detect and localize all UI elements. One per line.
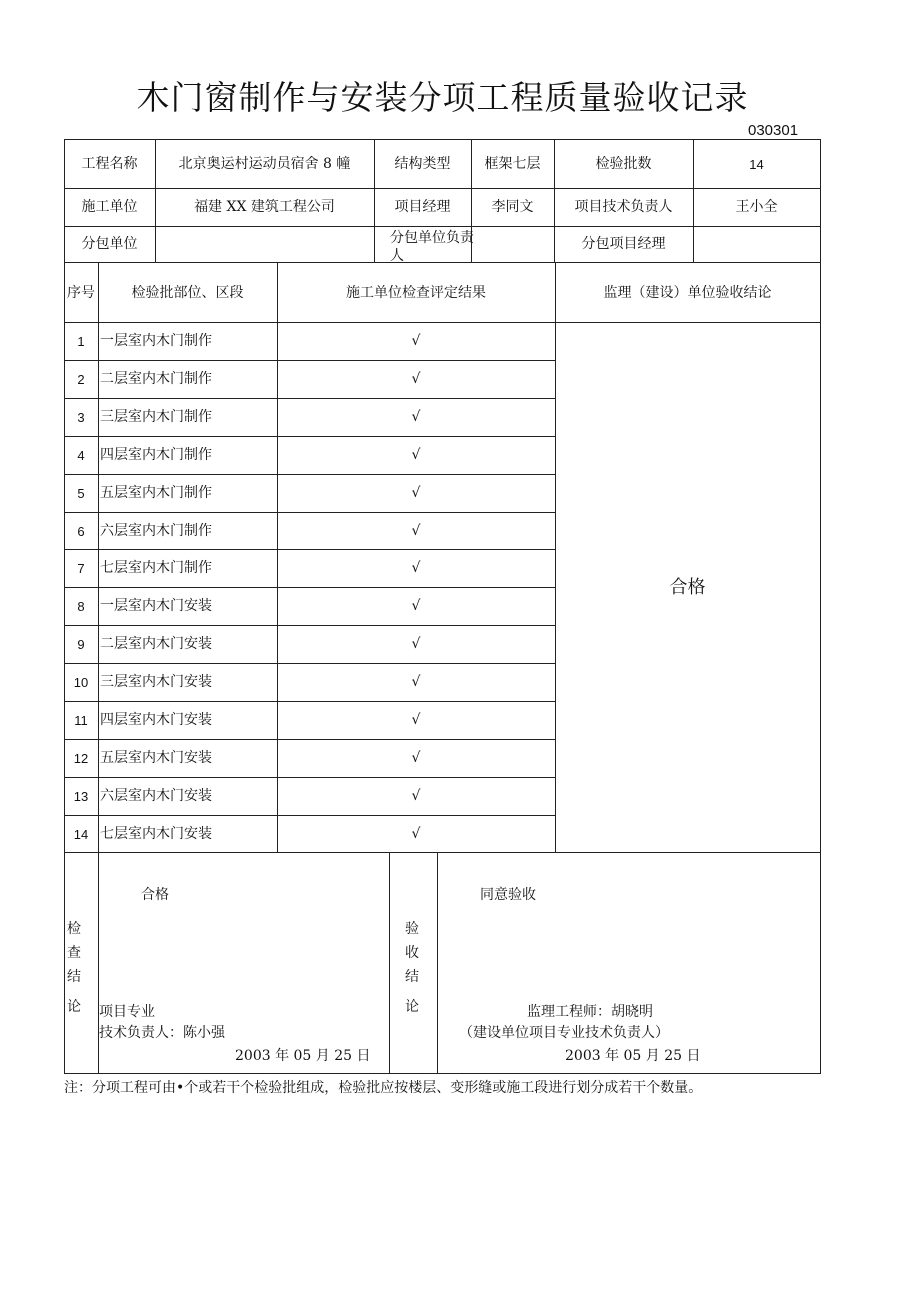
row-result-check: √ (411, 333, 421, 349)
row-seq: 2 (77, 372, 85, 387)
row-seq: 4 (77, 448, 85, 463)
col-header-seq: 序号 (67, 285, 95, 301)
contractor-label: 施工单位 (81, 199, 138, 215)
row-seq: 5 (77, 486, 85, 501)
acceptance-conclusion-text: 同意验收 (480, 887, 536, 903)
row-divider (64, 815, 555, 816)
row-result-check: √ (411, 712, 421, 728)
acceptance-signer-line2: （建设单位项目专业技术负责人） (459, 1025, 669, 1041)
vertical-label-char: 结 (67, 969, 81, 985)
row-part: 六层室内木门制作 (100, 523, 212, 539)
row-part: 一层室内木门制作 (100, 333, 212, 349)
row-part: 六层室内木门安装 (100, 788, 212, 804)
row-part: 一层室内木门安装 (100, 598, 212, 614)
check-signer-line1: 项目专业 (99, 1004, 155, 1020)
col-header-contractor-result: 施工单位检查评定结果 (346, 285, 486, 301)
row-divider (64, 360, 555, 361)
acceptance-conclusion-label (402, 917, 422, 1019)
batch-count-value: 14 (749, 157, 764, 172)
supervisor-result: 合格 (669, 577, 706, 598)
row-result-check: √ (411, 560, 421, 576)
col-divider (555, 262, 556, 852)
vertical-label-char: 论 (405, 999, 419, 1015)
row-seq: 14 (73, 827, 89, 842)
row-seq: 8 (77, 599, 85, 614)
project-manager-label: 项目经理 (394, 199, 451, 215)
row-part: 五层室内木门安装 (100, 750, 212, 766)
col-header-supervisor-conclusion: 监理（建设）单位验收结论 (603, 285, 772, 301)
project-manager-value: 李同文 (491, 199, 534, 215)
row-divider (64, 663, 555, 664)
row-result-check: √ (411, 447, 421, 463)
row-seq: 6 (77, 524, 85, 539)
vertical-label-char: 收 (405, 945, 419, 961)
project-name-value: 北京奥运村运动员宿舍 8 幢 (178, 156, 351, 172)
table-border-top (64, 139, 821, 140)
row-divider (64, 701, 555, 702)
row-result-check: √ (411, 826, 421, 842)
row-divider (64, 739, 555, 740)
row-part: 三层室内木门安装 (100, 674, 212, 690)
check-date: 2003 年 05 月 25 日 (235, 1048, 371, 1064)
row-result-check: √ (411, 523, 421, 539)
row-part: 五层室内木门制作 (100, 485, 212, 501)
row-seq: 11 (74, 713, 88, 728)
row-seq: 3 (77, 410, 85, 425)
row-part: 七层室内木门安装 (100, 826, 212, 842)
row-part: 四层室内木门制作 (100, 447, 212, 463)
acceptance-signer-line1: 监理工程师：胡晓明 (527, 1004, 653, 1020)
row-divider (64, 398, 555, 399)
row-seq: 7 (77, 561, 85, 576)
row-divider (64, 512, 555, 513)
row-result-check: √ (411, 674, 421, 690)
vertical-label-char: 结 (405, 969, 419, 985)
row-divider (64, 436, 555, 437)
row-part: 二层室内木门制作 (100, 371, 212, 387)
row-seq: 1 (77, 334, 85, 349)
col-divider (437, 852, 438, 1073)
acceptance-date: 2003 年 05 月 25 日 (565, 1048, 701, 1064)
row-divider (64, 226, 821, 227)
row-part: 三层室内木门制作 (100, 409, 212, 425)
vertical-label-char: 查 (67, 945, 81, 961)
page-title: 木门窗制作与安装分项工程质量验收记录 (136, 78, 749, 117)
col-divider (98, 262, 99, 1073)
check-conclusion-text: 合格 (141, 887, 169, 903)
col-divider (389, 852, 390, 1073)
tech-lead-value: 王小全 (735, 199, 778, 215)
form-code: 030301 (748, 122, 799, 139)
footnote: 注：分项工程可由•个或若干个检验批组成，检验批应按楼层、变形缝或施工段进行划分成若干个数量。 (64, 1080, 703, 1096)
structure-type-label: 结构类型 (394, 156, 451, 172)
vertical-label-char: 验 (405, 921, 419, 937)
row-result-check: √ (411, 598, 421, 614)
row-result-check: √ (411, 788, 421, 804)
row-result-check: √ (411, 750, 421, 766)
structure-type-value: 框架七层 (484, 156, 541, 172)
row-divider (64, 474, 555, 475)
subcontractor-label: 分包单位 (81, 236, 138, 252)
row-part: 二层室内木门安装 (100, 636, 212, 652)
row-divider (64, 587, 555, 588)
row-divider (64, 549, 555, 550)
row-result-check: √ (411, 485, 421, 501)
col-header-part: 检验批部位、区段 (131, 285, 244, 301)
sub-pm-label: 分包项目经理 (581, 236, 666, 252)
row-seq: 12 (73, 751, 89, 766)
row-divider (64, 852, 821, 853)
check-conclusion-label (64, 917, 84, 1019)
table-border-bottom (64, 1073, 821, 1074)
table-border-right (820, 139, 821, 1073)
sub-lead-label: 分包单位负责人 (390, 230, 474, 263)
batch-count-label: 检验批数 (595, 156, 652, 172)
tech-lead-label: 项目技术负责人 (574, 199, 673, 215)
row-seq: 10 (73, 675, 89, 690)
row-part: 七层室内木门制作 (100, 560, 212, 576)
row-seq: 9 (77, 637, 85, 652)
row-divider (64, 188, 821, 189)
row-divider (64, 777, 555, 778)
check-signer-line2: 技术负责人：陈小强 (99, 1025, 225, 1041)
row-divider (64, 322, 821, 323)
row-seq: 13 (73, 789, 89, 804)
row-result-check: √ (411, 409, 421, 425)
row-result-check: √ (411, 636, 421, 652)
row-result-check: √ (411, 371, 421, 387)
row-divider (64, 625, 555, 626)
vertical-label-char: 检 (67, 921, 81, 937)
vertical-label-char: 论 (67, 999, 81, 1015)
row-part: 四层室内木门安装 (100, 712, 212, 728)
project-name-label: 工程名称 (81, 156, 138, 172)
contractor-value: 福建 XX 建筑工程公司 (194, 199, 335, 215)
